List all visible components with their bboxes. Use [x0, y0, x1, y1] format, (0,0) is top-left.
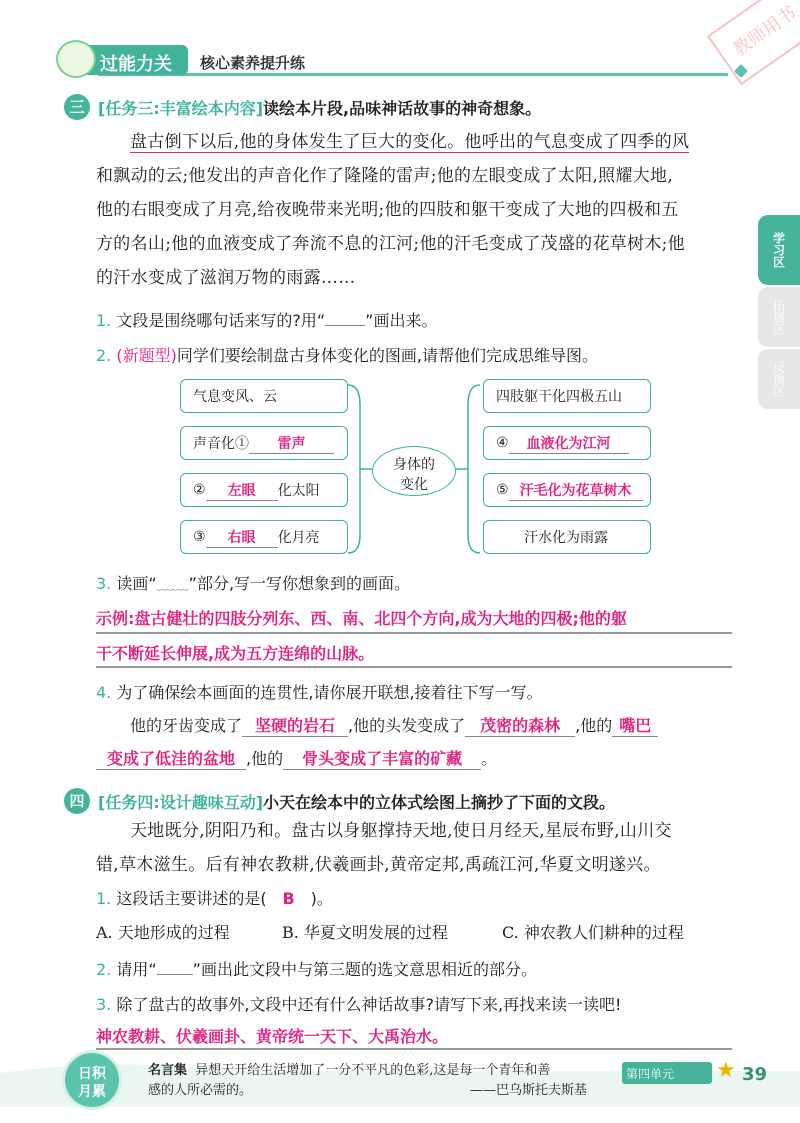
question-4-1: 1. 这段话主要讲述的是( B )。 [96, 889, 333, 908]
passage-line: 错,草木滋生。后有神农教耕,伏羲画卦,黄帝定邦,禹疏江河,华夏文明遂兴。 [96, 855, 661, 875]
passage-line: 方的名山;他的血液变成了奔流不息的江河;他的汗毛变成了茂盛的花草树木;他 [96, 234, 685, 254]
passage-line: 和飘动的云;他发出的声音化作了隆隆的雷声;他的左眼变成了太阳,照耀大地, [96, 166, 674, 186]
option-b: B. 华夏文明发展的过程 [282, 923, 448, 942]
mindmap-right-node: 四肢躯干化四极五山 [483, 379, 651, 413]
teacher-edition-stamp: 教师用书 [707, 0, 800, 85]
passage-line: 天地既分,阴阳乃和。盘古以身躯撑持天地,使日月经天,星辰布野,山川交 [130, 821, 672, 841]
section-4-heading: [任务四:设计趣味互动]小天在绘本中的立体式绘图上摘抄了下面的文段。 [98, 793, 616, 812]
mindmap-right-node: 汗水化为雨露 [483, 520, 651, 554]
question-4-2: 2. 请用“ ”画出此文段中与第三题的选文意思相近的部分。 [96, 960, 537, 979]
question-3-4: 4. 为了确保绘本画面的连贯性,请你展开联想,接着往下写一写。 [96, 683, 543, 702]
question-4-3: 3. 除了盘古的故事外,文段中还有什么神话故事?请写下来,再找来读一读吧! [96, 995, 622, 1014]
question-3-2: 2. (新题型)同学们要绘制盘古身体变化的图画,请帮他们完成思维导图。 [96, 346, 598, 365]
side-tab-study[interactable]: 学习区 [758, 215, 800, 285]
passage-line: 盘古倒下以后,他的身体发生了巨大的变化。他呼出的气息变成了四季的风 [130, 132, 690, 152]
answer-3-3-line1: 示例:盘古健壮的四肢分列东、西、南、北四个方向,成为大地的四极;他的躯 [96, 609, 627, 628]
answer-3-3-line2: 干不断延长伸展,成为五方连绵的山脉。 [96, 644, 375, 663]
daily-accumulation-badge: 日积 月累 [62, 1050, 122, 1110]
option-c: C. 神农教人们耕种的过程 [502, 923, 684, 942]
mascot-icon [56, 40, 96, 78]
answer-4-3: 神农教耕、伏羲画卦、黄帝统一天下、大禹治水。 [96, 1027, 449, 1046]
question-3-3: 3. 读画“﹏﹏”部分,写一写你想象到的画面。 [96, 574, 411, 593]
quote-line-1: 名言集 异想天开给生活增加了一分不平凡的色彩,这是每一个青年和善 [148, 1063, 551, 1078]
mindmap-left-node: ② 左眼 化太阳 [180, 473, 348, 507]
header-badge-title: 过能力关 [100, 54, 172, 75]
passage-line: 他的右眼变成了月亮,给夜晚带来光明;他的四肢和躯干变成了大地的四极和五 [96, 200, 679, 220]
mindmap-center: 身体的 变化 [372, 446, 456, 496]
question-3-1: 1. 文段是围绕哪句话来写的?用“ ”画出来。 [96, 311, 438, 330]
task-tag: [任务三:丰富绘本内容] [98, 99, 264, 118]
quote-line-2: 感的人所必需的。 [148, 1083, 253, 1098]
quote-attribution: ——巴乌斯托夫斯基 [470, 1083, 588, 1098]
passage-line: 的汗水变成了滋润万物的雨露…… [96, 268, 356, 288]
section-number-3: 三 [64, 94, 90, 120]
unit-label: 第四单元 [622, 1062, 712, 1084]
side-tab-expand[interactable]: 拓展区 [758, 287, 800, 347]
task-instruction: 读绘本片段,品味神话故事的神奇想象。 [263, 99, 542, 118]
section-number-4: 四 [64, 788, 90, 814]
side-tab-feedback[interactable]: 反馈区 [758, 349, 800, 409]
page-number: 39 [742, 1064, 768, 1085]
section-3-heading [98, 96, 541, 119]
header-subtitle: 核心素养提升练 [200, 54, 306, 72]
option-a: A. 天地形成的过程 [96, 923, 230, 942]
mindmap-left-node: 声音化① 雷声 [180, 426, 348, 460]
header-rule [98, 73, 728, 76]
mindmap-right-node: ④ 血液化为江河 [483, 426, 651, 460]
fill-line-2: 变成了低洼的盆地 ,他的 骨头变成了丰富的矿藏 。 [96, 746, 497, 770]
mindmap-left-node: 气息变风、云 [180, 379, 348, 413]
mindmap-right-node: ⑤ 汗毛化为花草树木 [483, 473, 651, 507]
star-mascot-icon: ★ [716, 1058, 736, 1083]
mindmap-left-node: ③ 右眼 化月亮 [180, 520, 348, 554]
fill-line-1: 他的牙齿变成了 坚硬的岩石 ,他的头发变成了 茂密的森林 ,他的 嘴巴 [130, 713, 658, 737]
